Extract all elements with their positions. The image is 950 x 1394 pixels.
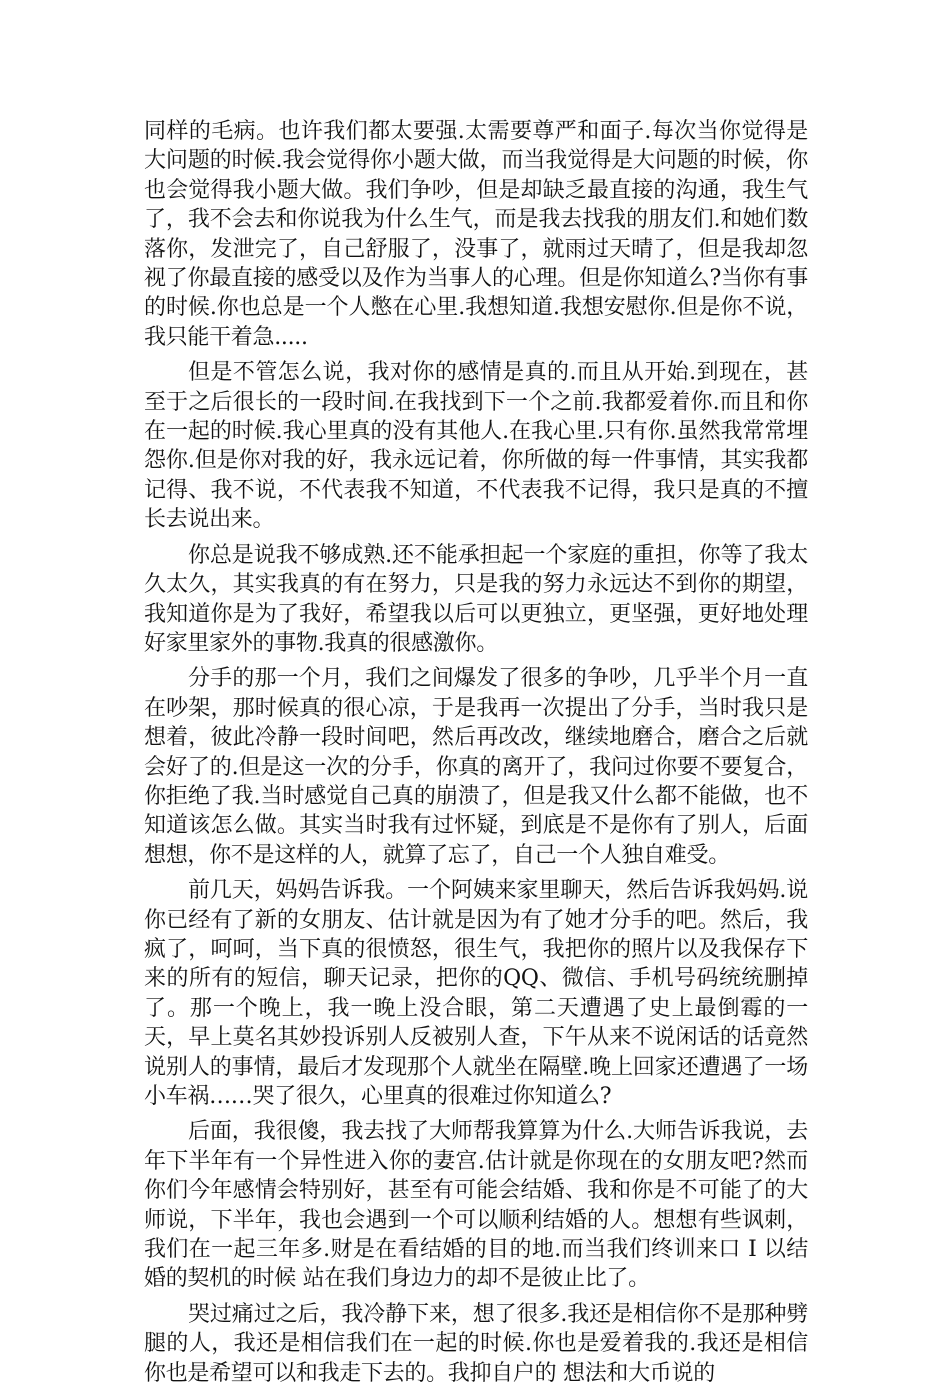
paragraph-6: 后面，我很傻，我去找了大师帮我算算为什么.大师告诉我说，去年下半年有一个异性进入你的妻宫.估计就是你现在的女朋友吧?然而你们今年感情会特别好，甚至有可能会结婚、我和你是不可能了的大师说，下半年，我也会遇到一个可以顺利结婚的人。想想有些讽刺，我们在一起三年多.财是在看结婚的目的地.而当我们终训来口 I 以结婚的契机的时候 站在我们身边力的却不是彼止比了。 [144, 1119, 808, 1292]
paragraph-3: 你总是说我不够成熟.还不能承担起一个家庭的重担，你等了我太久太久，其实我真的有在努力，只是我的努力永远达不到你的期望，我知道你是为了我好，希望我以后可以更独立，更坚强，更好地处理好家里家外的事物.我真的很感激你。 [144, 542, 808, 656]
paragraph-1: 同样的毛病。也许我们都太要强.太需要尊严和面子.每次当你觉得是大问题的时候.我会觉得你小题大做，而当我觉得是大问题的时候，你也会觉得我小题大做。我们争吵，但是却缺乏最直接的沟通，我生气了，我不会去和你说我为什么生气，而是我去找我的朋友们.和她们数落你，发泄完了，自己舒服了，没事了，就雨过天晴了，但是我却忽视了你最直接的感受以及作为当事人的心理。但是你知道么?当你有事的时候.你也总是一个人憋在心里.我想知道.我想安慰你.但是你不说，我只能干着急..... [144, 119, 808, 350]
paragraph-4: 分手的那一个月，我们之间爆发了很多的争吵，几乎半个月一直在吵架，那时候真的很心凉，于是我再一次提出了分手，当时我只是想着，彼此冷静一段时间吧，然后再改改，继续地磨合，磨合之后就会好了的.但是这一次的分手，你真的离开了，我问过你要不要复合，你拒绝了我.当时感觉自己真的崩溃了，但是我又什么都不能做，也不知道该怎么做。其实当时我有过怀疑，到底是不是你有了别人，后面想想，你不是这样的人，就算了忘了，自己一个人独自难受。 [144, 666, 808, 868]
document-page [144, 117, 808, 1394]
paragraph-2: 但是不管怎么说，我对你的感情是真的.而且从开始.到现在，甚至于之后很长的一段时间.在我找到下一个之前.我都爱着你.而且和你在一起的时候.我心里真的没有其他人.在我心里.只有你.虽然我常常埋怨你.但是你对我的好，我永远记着，你所做的每一件事情，其实我都记得、我不说，不代表我不知道，不代表我不记得，我只是真的不擅长去说出来。 [144, 360, 808, 533]
paragraph-7: 哭过痛过之后，我冷静下来，想了很多.我还是相信你不是那种劈腿的人，我还是相信我们在一起的时候.你也是爱着我的.我还是相信你也是希望可以和我走下去的。我抑自户的 想法和大币说的 [144, 1301, 808, 1386]
paragraph-5: 前几天，妈妈告诉我。一个阿姨来家里聊天，然后告诉我妈妈.说你已经有了新的女朋友、估计就是因为有了她才分手的吧。然后，我疯了，呵呵，当下真的很愤怒，很生气，我把你的照片以及我保存下来的所有的短信，聊天记录，把你的QQ、微信、手机号码统统删掉了。那一个晚上，我一晚上没合眼，第二天遭遇了史上最倒霉的一天，早上莫名其妙投诉别人反被别人查，下午从来不说闲话的话竟然说别人的事情，最后才发现那个人就坐在隔壁.晚上回家还遭遇了一场小车祸……哭了很久，心里真的很难过你知道么? [144, 878, 808, 1109]
